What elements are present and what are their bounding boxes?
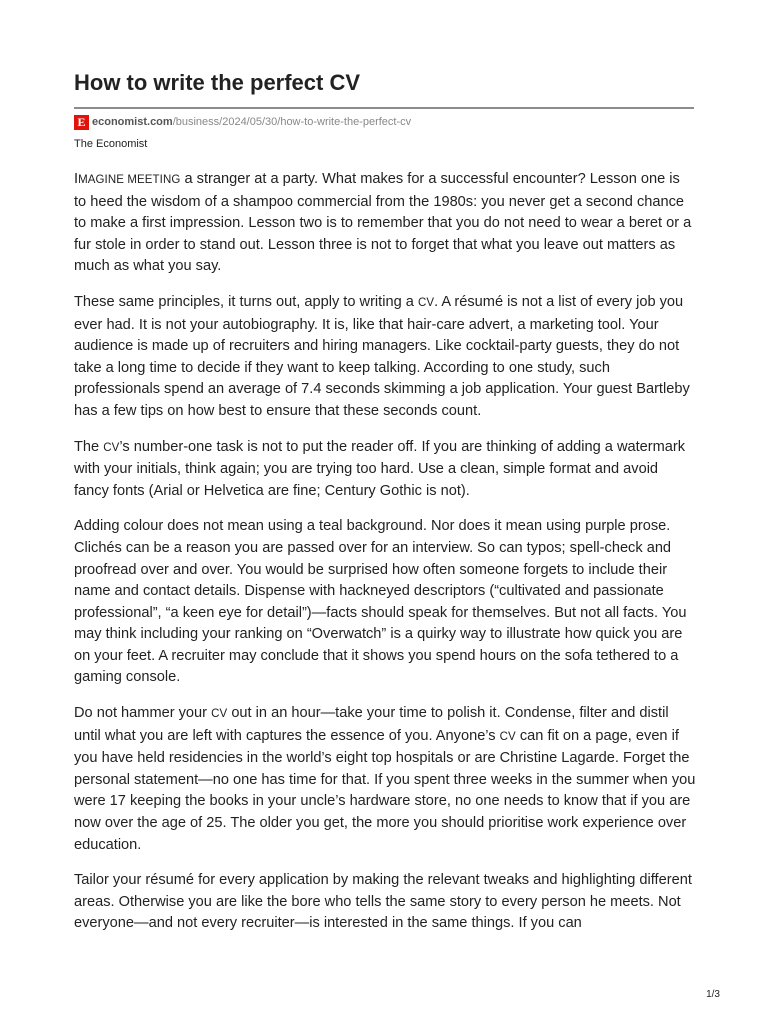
article-body	[74, 169, 696, 949]
source-url[interactable]	[92, 116, 411, 128]
paragraph-4: Adding colour does not mean using a teal background. Nor does it mean using purple prose. Clichés can be a reason you are passed over for an interview. So can typos; spell-check and proofread over and over. You would be surprised how often someone forgets to include their name and contact details. Dispense with hackneyed descriptors (“cultivated and passionate professional”, “a keen eye for detail”)—facts should speak for themselves. But not all facts. You may think including your ranking on “Overwatch” is a quirky way to illustrate how quick you are on your feet. A recruiter may conclude that it shows you spend hours on the sofa tethered to a gaming console.	[74, 518, 687, 686]
paragraph-5-text-c: can fit on a page, even if you have held residencies in the world’s eight top hospitals or are Christine Lagarde. Forget the personal statement—no one has time for that. If you spent three weeks in the summer when you were 17 keeping the books in your uncle’s hardware store, no one needs to know that if you are now over the age of 25. The older you get, the more you should prioritise work experience over education.	[74, 727, 696, 853]
paragraph-5-text-b: out in an hour—take your time to polish it. Condense, filter and distil until what you are left with captures the essence of you. Anyone’s	[74, 705, 669, 744]
paragraph-3-text-a: The	[74, 438, 104, 455]
lead-initial: I	[74, 171, 79, 187]
paragraph-3	[74, 437, 696, 503]
source-url-domain: economist.com	[92, 116, 173, 128]
paragraph-5	[74, 703, 696, 856]
cv-abbreviation: CV	[499, 730, 516, 743]
paragraph-5-text-a: Do not hammer your	[74, 705, 212, 722]
lead-small-caps: MAGINE MEETING	[78, 174, 181, 186]
source-link-row[interactable]	[74, 113, 411, 131]
paragraph-1	[74, 169, 696, 278]
title-divider	[74, 107, 694, 109]
economist-logo-icon: E	[74, 115, 89, 130]
paragraph-2-text-a: These same principles, it turns out, apply to writing a	[74, 293, 418, 310]
paragraph-3-text-b: ’s number-one task is not to put the reader off. If you are thinking of adding a watermark with your initials, think again; you are trying too hard. Use a clean, simple format and avoid fancy fonts (Arial or Helvetica are fine; Century Gothic is not).	[74, 438, 686, 499]
paragraph-2-text-b: . A résumé is not a list of every job you ever had. It is not your autobiography. It is, like that hair-care advert, a marketing tool. Your audience is made up of recruiters and hiring managers. Like cocktail-party guests, they do not take a long time to decide if they want to keep talking. According to one study, such professionals spend an average of 7.4 seconds skimming a job application. Your guest Bartleby has a few tips on how best to ensure that these seconds count.	[74, 293, 690, 419]
cv-abbreviation: CV	[103, 441, 120, 454]
cv-abbreviation: CV	[417, 296, 435, 309]
paragraph-2	[74, 292, 696, 423]
article-title: How to write the perfect CV	[74, 70, 361, 95]
paragraph-6: Tailor your résumé for every application by making the relevant tweaks and highlighting different areas. Otherwise you are like the bore who tells the same story to every person he meets. Not everyone—and not every recruiter—is interested in the same things. If you can	[74, 872, 692, 932]
page-number: 1/3	[706, 989, 720, 1000]
cv-abbreviation: CV	[211, 708, 228, 721]
source-url-path: /business/2024/05/30/how-to-write-the-perfect-cv	[172, 116, 412, 128]
paragraph-1-text: a stranger at a party. What makes for a successful encounter? Lesson one is to heed the wisdom of a shampoo commercial from the 1980s: you never get a second chance to make a first impression. Lesson two is to remember that you do not need to wear a beret or a fur stole in order to stand out. Lesson three is not to forget that what you leave out matters as much as what you say.	[74, 171, 692, 275]
publication-name: The Economist	[74, 138, 148, 150]
